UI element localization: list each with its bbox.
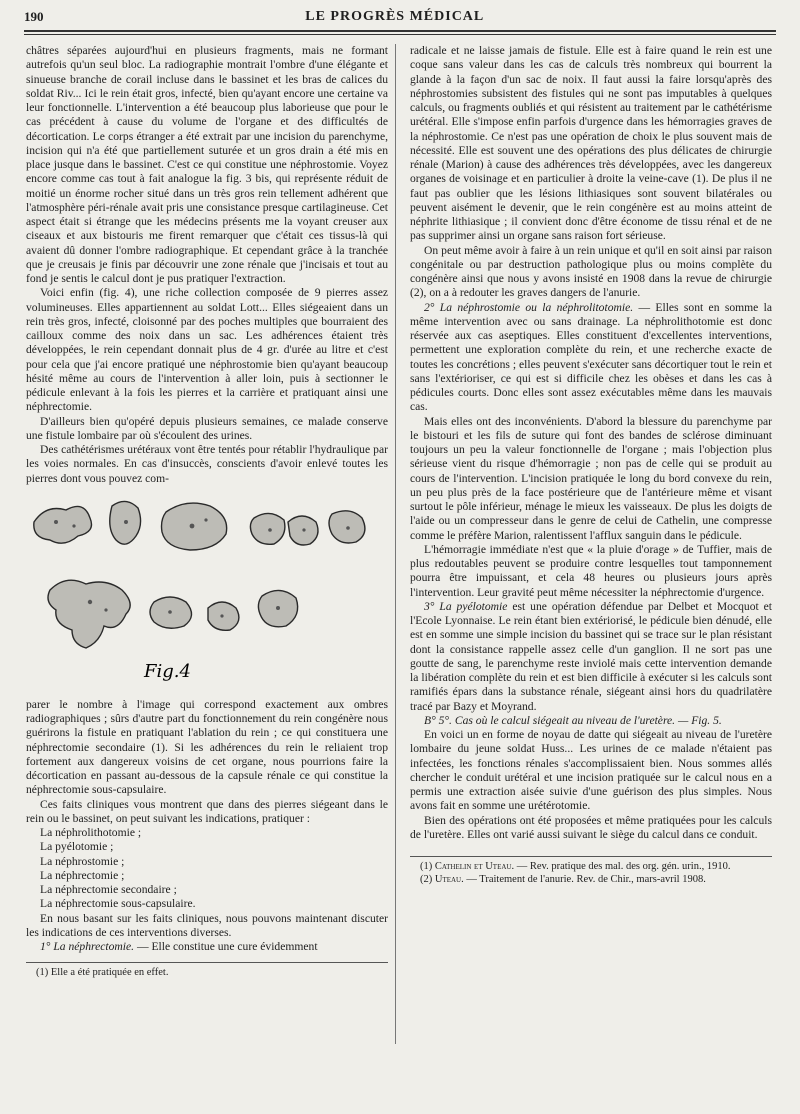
list-item: La néphrectomie ; xyxy=(40,868,125,882)
header-rule xyxy=(24,30,776,32)
footnote-rule xyxy=(26,962,388,963)
paragraph-text: est une opération défendue par Delbet et Mocquot et l'Ecole Lyonnaise. Le rein étant bien extériorisé, le pédicule bien dénudé, elle est en somme une simple incision du bassinet qui se trace sur le plan résistant dont la consistance rappelle assez celle d'un ganglion. Il ne sort pas une goutte de sang, le parenchyme reste inviolé mais cette intervention demande la libération complète du rein et est bien difficile à exécuter si les calculs sont ramifiés épars dans la substance rénale, siégeant ainsi hors du quadrilatère tracé par Bazy et Moyrand. xyxy=(410,599,773,713)
paragraph xyxy=(410,600,772,714)
list-item: La néphrectomie secondaire ; xyxy=(40,883,177,896)
column-divider xyxy=(395,44,396,1044)
page-header xyxy=(24,6,776,28)
procedure-list xyxy=(40,826,388,912)
footnote: (1) Elle a été pratiquée en effet. xyxy=(36,967,169,979)
list-item: La pyélotomie ; xyxy=(40,840,114,854)
figure-4 xyxy=(26,492,388,692)
left-column xyxy=(26,44,388,980)
section-title: 1° La néphrectomie. xyxy=(40,940,135,953)
footnote xyxy=(410,861,772,874)
paragraph: Ces faits cliniques vous montrent que dans des pierres siégeant dans le rein ou le bassinet, on peut suivant les indications, pratiquer : xyxy=(26,797,388,825)
paragraph: D'ailleurs bien qu'opéré depuis plusieurs semaines, ce malade conserve une fistule lombaire par où s'écoulent des urines. xyxy=(26,414,388,442)
list-item: La néphrectomie sous-capsulaire. xyxy=(40,897,196,911)
figure-label: Fig.4 xyxy=(144,660,191,682)
footnote-rule xyxy=(410,856,772,857)
list-item: La néphrostomie ; xyxy=(40,854,125,868)
paragraph-text: — Elles sont en somme la même intervention avec ou sans drainage. La néphrolithotomie est donc réservée aux cas aseptiques. Elles constituent d'excellentes interventions, permettent une exploration complète du rein, et une recherche exacte de toutes les concrétions ; elles peuvent s'exécuter sans décortiquer tout le rein et sans l'extérioriser, ce qui est si difficile chez les obèses et dans les cas à pédicules courts. Donc elles sont assez exécutables même dans les mauvais cas. xyxy=(410,300,772,414)
footnote-text: — Traitement de l'anurie. Rev. de Chir., mars-avril 1908. xyxy=(463,873,706,885)
section-title: 3° La pyélotomie xyxy=(424,599,508,613)
page-number: 190 xyxy=(24,9,44,24)
section-heading xyxy=(410,714,772,728)
paragraph: En voici un en forme de noyau de datte qui siégeait au niveau de l'uretère lombaire du jeune soldat Huss... Les urines de ce malade n'étaient pas infectées, les fonctions rénales s'accomplissaient bien. Nous sommes allés chercher le conduit urétéral et une incision pratiquée sur le calcul nous en a permis une extraction aisée suivie d'une guérison des plus simples. Nous avons fait en somme une urétérotomie. xyxy=(410,728,772,813)
paragraph: radicale et ne laisse jamais de fistule. Elle est à faire quand le rein est une coque sans valeur dans les cas de calculs très nombreux qui bourrent la glande à la façon d'un sac de noix. Il faut aussi la faire lorsqu'après des néphrostomies subsistent des fistules qui ne sont pas imputables à quelques calculs, ou fragments oubliés et qui résistent au traitement par le cathétérisme urétéral. Elle s'impose enfin parfois d'urgence dans les hémorragies graves de la néphrostomie. Ce n'est pas une opération de choix le plus souvent mais de nécessité. Elle est souvent une des opérations des plus délicates de chirurgie rénale (Marion) à cause des adhérences très développées, avec les dangereux organes de voisinage et en particulier à droite la veine-cave (1). De plus il ne faut pas oublier que les lésions lithiasiques sont souvent bilatérales ou peuvent aisément le devenir, que le rein congénère est au moins atteint de néphrite lithiasique ; il convient donc d'être économe de tissu rénal et de ne pas supprimer ainsi un organe sans raison fort sérieuse. xyxy=(410,44,772,243)
paragraph: L'hémorragie immédiate n'est que « la pluie d'orage » de Tuffier, mais de plus redoutables peuvent se produire contre lesquelles tout tamponnement pourra être impuissant, et cela 48 heures ou plusieurs jours après l'intervention. Leur gravité peut même nécessiter la néphrectomie d'urgence. xyxy=(410,542,772,599)
list-item: La néphrolithotomie ; xyxy=(40,826,142,839)
paragraph: On peut même avoir à faire à un rein unique et qu'il en soit ainsi par raison congénitale ou par destruction pathologique plus ou moins complète du congénère ainsi que nous y avons insisté en 1908 dans la revue de chirurgie (2), on a à redouter les graves dangers de l'anurie. xyxy=(410,243,772,300)
footnote-author: (2) Uteau. xyxy=(420,873,464,885)
journal-title: LE PROGRÈS MÉDICAL xyxy=(305,9,485,24)
paragraph: Mais elles ont des inconvénients. D'abord la blessure du parenchyme par le bistouri et les fils de suture qui font des bandes de sclérose diminuant toujours un peu la valeur fonctionnelle de l'organe ; mais l'objection plus sérieuse vient du risque d'hémorragie ; non pas de celle qui se produit au cours de l'intervention. L'incision pratiquée le long du bord convexe du rein, un peu plus près de la face postérieure que de l'antérieure même et visant surtout le pôle inférieur, ménage le mieux les vaisseaux. De plus les doigts de l'aide ou un compresseur dans le genre de celui de Cathelin, une compresse comme le préfère Marion, ralentissent l'afflux sanguin dans le pédicule. xyxy=(410,414,772,542)
paragraph: Voici enfin (fig. 4), une riche collection composée de 9 pierres assez volumineuses. Elles appartiennent au soldat Lott... Elles siégeaient dans un rein très gros, infecté, cloisonné par des poches multiples que bourraient des cailloux comme des noix dans un sac. Les adhérences étaient très développées, le rein cependant donnait plus de 4 gr. d'urée au litre et c'est pour cela que j'ai encore pratiqué une néphrostomie bien qu'ayant beaucoup hésité même au cours de l'intervention à aller loin, puis à sectionner le pédicule enlevant à la fois les pierres et la carrière et pratiquant ainsi une néphrectomie. xyxy=(26,286,388,414)
footnote-text: — Rev. pratique des mal. des org. gén. urin., 1910. xyxy=(514,861,731,872)
right-column xyxy=(410,44,772,886)
paragraph: Des cathétérismes urétéraux vont être tentés pour rétablir l'hydraulique par les voies normales. En cas d'insuccès, conscients d'avoir enlevé toutes les pierres dont vous pouvez com- xyxy=(26,443,388,485)
kidney-stones-illustration xyxy=(26,492,388,692)
paragraph: parer le nombre à l'image qui correspond exactement aux ombres radiographiques ; sûrs d'autre part du fonctionnement du rein congénère nous guérirons la fistule en pratiquant l'ablation du rein ; ce qui constituera une néphrectomie secondaire (1). Si les adhérences du rein le reliaient trop fortement aux dangereux voisins de cet organe, nous pourrions faire la décortication en passant au-dessous de la capsule rénale ce qui constitue la néphrectomie sous-capsulaire. xyxy=(26,697,388,797)
paragraph-text: — Elle constitue une cure évidemment xyxy=(134,940,318,953)
section-title: 2° La néphrostomie ou la néphrolitotomie. xyxy=(424,300,634,314)
header-rule-thin xyxy=(24,34,776,35)
paragraph: En nous basant sur les faits cliniques, nous pouvons maintenant discuter les indications de ces interventions diverses. xyxy=(26,911,388,939)
paragraph: châtres séparées aujourd'hui en plusieurs fragments, mais ne formant autrefois qu'un seul bloc. La radiographie montrait l'ombre d'une élégante et sinueuse branche de corail incluse dans le bassinet et les bras de calices du soldat Riv... Ici le rein était gros, infecté, bien qu'ayant encore une certaine va leur fonctionnelle. L'intervention a été beaucoup plus laborieuse que pour le cas précédent à cause du volume de l'organe et des difficultés de décortication. Le corps étranger a été extrait par une incision du parenchyme, incision qui n'a été que partiellement suturée et un gros drain a été mis en place jusque dans le bassinet. C'est ce qui constitue une néphrostomie. Voyez encore comme cas tout à fait analogue la fig. 3 bis, qui représente réduit de moitié un énorme rocher situé dans un très gros rein tellement adhérent que l'atmosphère péri-rénale avait pris une consistance presque cartilagineuse. Cet aspect était si étrange que les médecins présents me la voyant creuser aux ciseaux et aux bistouris me firent remarquer que c'était ces tissus-là qui avaient dû donner l'ombre radiographique. Et cependant grâce à la tranchée que je creusais je finis par découvrir une zone rénale que j'incisais et tout au fond je sentis le calcul dont je pus pratiquer l'extraction. xyxy=(26,44,388,285)
paragraph xyxy=(410,301,772,415)
section-title: B° 5°. Cas où le calcul siégeait au niveau de l'uretère. — Fig. 5. xyxy=(424,713,722,727)
paragraph: Bien des opérations ont été proposées et même pratiquées pour les calculs de l'uretère. Elles ont varié aussi suivant le siège du calcul dans ce conduit. xyxy=(410,813,772,841)
footnote-author: (1) Cathelin et Uteau. xyxy=(420,861,515,872)
footnote xyxy=(410,874,772,887)
paragraph xyxy=(26,940,388,954)
